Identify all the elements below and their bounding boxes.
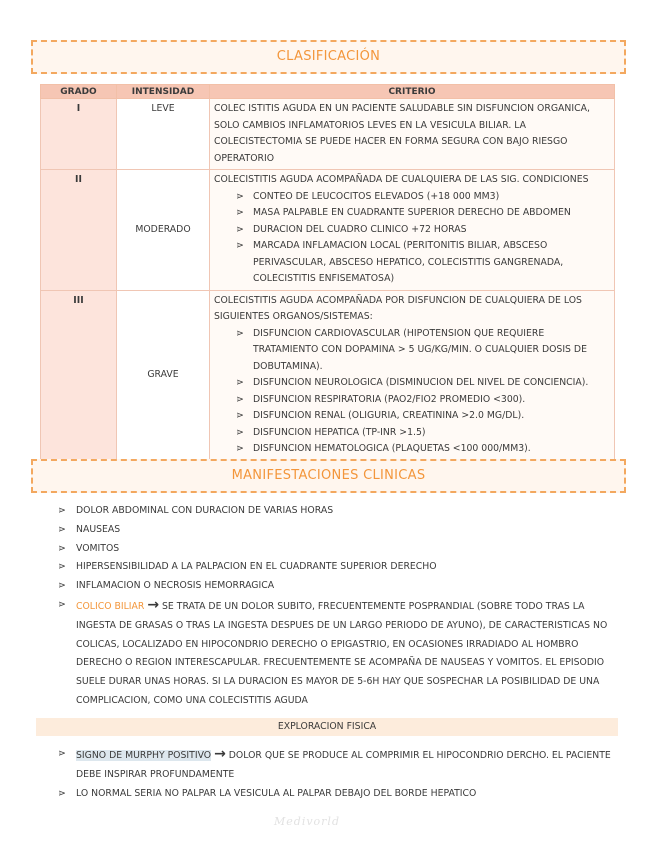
manifestaciones-list xyxy=(58,502,618,711)
list-item: ⋗ VOMITOS xyxy=(58,540,618,559)
grado-cell: I xyxy=(41,99,117,170)
bullet-arrow-icon: ⋗ xyxy=(58,787,66,799)
exploracion-list xyxy=(58,745,618,803)
header-intensidad: INTENSIDAD xyxy=(117,85,210,99)
bullet-arrow-icon: ⋗ xyxy=(58,598,66,610)
intensidad-cell: MODERADO xyxy=(117,170,210,291)
list-item: ⋗ INFLAMACION O NECROSIS HEMORRAGICA xyxy=(58,577,618,596)
criterio-cell xyxy=(210,170,615,291)
arrow-right-icon: → xyxy=(214,746,226,762)
list-item: ⋗ DISFUNCION HEPATICA (TP-INR >1.5) xyxy=(214,425,610,442)
criterio-intro: COLECISTITIS AGUDA ACOMPAÑADA POR DISFUNCION DE CUALQUIERA DE LOS SIGUIENTES ORGANOS/SISTEMAS: xyxy=(214,294,582,322)
criterio-cell xyxy=(210,99,615,170)
bullet-arrow-icon: ⋗ xyxy=(58,580,66,592)
clasificacion-header xyxy=(31,40,626,74)
list-item: ⋗ CONTEO DE LEUCOCITOS ELEVADOS (+18 000 MM3) xyxy=(214,189,610,206)
murphy-item xyxy=(58,745,618,785)
exploracion-header xyxy=(36,718,618,736)
bullet-arrow-icon: ⋗ xyxy=(58,748,66,759)
table-header-row xyxy=(41,85,615,99)
grado-cell: II xyxy=(41,170,117,291)
list-item: ⋗ MARCADA INFLAMACION LOCAL (PERITONITIS BILIAR, ABSCESO PERIVASCULAR, ABSCESO HEPATICO, COLECISTITIS GANGRENADA, COLECISTITIS ENFISEMATOSA) xyxy=(236,240,564,284)
bullet-arrow-icon: ⋗ xyxy=(236,240,244,251)
intensidad-cell: GRAVE xyxy=(117,290,210,460)
classification-table xyxy=(40,84,615,461)
colico-term: COLICO BILIAR xyxy=(76,600,145,612)
vesicula-text: LO NORMAL SERIA NO PALPAR LA VESICULA AL PALPAR DEBAJO DEL BORDE HEPATICO xyxy=(76,787,477,799)
criterio-intro: COLEC ISTITIS AGUDA EN UN PACIENTE SALUDABLE SIN DISFUNCION ORGANICA, SOLO CAMBIOS INFLAMATORIOS LEVES EN LA VESICULA BILIAR. LA COLECISTECTOMIA SE PUEDE HACER EN FORMA SEGURA CON BAJO RIESGO OPERATORIO xyxy=(214,103,590,164)
list-item: ⋗ MASA PALPABLE EN CUADRANTE SUPERIOR DERECHO DE ABDOMEN xyxy=(214,205,610,222)
bullet-arrow-icon: ⋗ xyxy=(58,523,66,535)
list-item: ⋗ NAUSEAS xyxy=(58,521,618,540)
bullet-arrow-icon: ⋗ xyxy=(236,377,244,388)
list-item: ⋗ HIPERSENSIBILIDAD A LA PALPACION EN EL CUADRANTE SUPERIOR DERECHO xyxy=(58,558,618,577)
colico-text: SE TRATA DE UN DOLOR SUBITO, FRECUENTEMENTE POSPRANDIAL (SOBRE TODO TRAS LA INGESTA DE GRASAS O TRAS LA INGESTA DESPUES DE UN LARGO PERIODO DE AYUNO), DE CARACTERISTICAS NO COLICAS, LOCALIZADO EN HIPOCONDRIO DERECHO O EPIGASTRIO, EN OCASIONES IRRADIADO AL HOMBRO DERECHO O REGION INTERESCAPULAR. FRECUENTEMENTE SE ACOMPAÑA DE NAUSEAS Y VOMITOS. EL EPISODIO SUELE DURAR UNAS HORAS. SI LA DURACION ES MAYOR DE 5-6H HAY QUE SOSPECHAR LA POSIBILIDAD DE UNA COMPLICACION, COMO UNA COLECISTITIS AGUDA xyxy=(76,600,608,706)
bullet-arrow-icon: ⋗ xyxy=(236,327,244,339)
list-item: ⋗ DISFUNCION RENAL (OLIGURIA, CREATININA >2.0 MG/DL). xyxy=(214,408,610,425)
manifestaciones-header xyxy=(31,459,626,493)
intensidad-cell: LEVE xyxy=(117,99,210,170)
bullet-arrow-icon: ⋗ xyxy=(236,207,244,218)
exploracion-title: EXPLORACION FISICA xyxy=(277,721,377,732)
bullet-arrow-icon: ⋗ xyxy=(236,426,244,438)
watermark: Medivorld xyxy=(274,815,340,828)
criterio-intro: COLECISTITIS AGUDA ACOMPAÑADA DE CUALQUIERA DE LAS SIG. CONDICIONES xyxy=(214,174,589,185)
bullet-arrow-icon: ⋗ xyxy=(236,443,244,454)
murphy-text: DOLOR QUE SE PRODUCE AL COMPRIMIR EL HIPOCONDRIO DERCHO. EL PACIENTE DEBE INSPIRAR PROFUNDAMENTE xyxy=(76,750,611,780)
header-criterio: CRITERIO xyxy=(210,85,615,99)
table-row xyxy=(41,99,615,170)
bullet-arrow-icon: ⋗ xyxy=(236,223,244,235)
bullet-arrow-icon: ⋗ xyxy=(236,393,244,405)
clasificacion-title: CLASIFICACIÓN xyxy=(276,49,381,64)
bullet-arrow-icon: ⋗ xyxy=(236,410,244,421)
table-row xyxy=(41,170,615,291)
grado-cell: III xyxy=(41,290,117,460)
arrow-right-icon: → xyxy=(147,596,160,613)
list-item: ⋗ DISFUNCION HEMATOLOGICA (PLAQUETAS <100 000/MM3). xyxy=(214,441,610,458)
colico-item xyxy=(58,596,618,711)
criterio-cell xyxy=(210,290,615,460)
bullet-arrow-icon: ⋗ xyxy=(58,561,66,573)
table-row xyxy=(41,290,615,460)
list-item: ⋗ DISFUNCION CARDIOVASCULAR (HIPOTENSION QUE REQUIERE TRATAMIENTO CON DOPAMINA > 5 UG/KG/MIN. O CUALQUIER DOSIS DE DOBUTAMINA). xyxy=(236,327,587,372)
bullet-arrow-icon: ⋗ xyxy=(58,542,66,554)
bullet-arrow-icon: ⋗ xyxy=(236,190,244,202)
list-item: ⋗ DISFUNCION NEUROLOGICA (DISMINUCION DEL NIVEL DE CONCIENCIA). xyxy=(214,375,610,392)
list-item: ⋗ DISFUNCION RESPIRATORIA (PAO2/FIO2 PROMEDIO <300). xyxy=(214,392,610,409)
list-item: ⋗ DOLOR ABDOMINAL CON DURACION DE VARIAS HORAS xyxy=(58,502,618,521)
murphy-term: SIGNO DE MURPHY POSITIVO xyxy=(76,750,212,761)
bullet-arrow-icon: ⋗ xyxy=(58,505,66,516)
list-item: ⋗ DURACION DEL CUADRO CLINICO +72 HORAS xyxy=(214,222,610,239)
manifestaciones-title: MANIFESTACIONES CLINICAS xyxy=(231,468,426,483)
list-item xyxy=(58,785,618,804)
header-grado: GRADO xyxy=(41,85,117,99)
